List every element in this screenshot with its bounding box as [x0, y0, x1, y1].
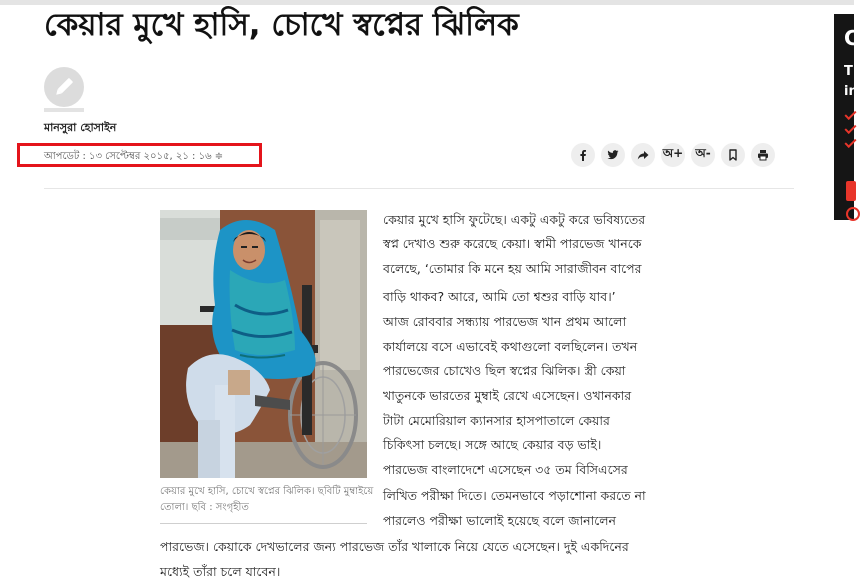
font-decrease-button[interactable]: অ-: [691, 143, 715, 167]
woman-in-wheelchair-photo: [160, 210, 367, 478]
check-icon: [844, 136, 856, 148]
share-toolbar: [571, 143, 775, 167]
bookmark-icon: [727, 149, 739, 161]
sidebar-ad[interactable]: [834, 14, 859, 220]
article-text-line: আজ রোববার সন্ধ্যায় পারভেজ খান প্রথম আলো: [383, 314, 627, 329]
header-divider: [44, 188, 794, 189]
print-icon: [757, 149, 769, 161]
share-icon: [637, 149, 649, 161]
photo-caption: কেয়ার মুখে হাসি, চোখে স্বপ্নের ঝিলিক। ছবিটি মুম্বাইয়ে তোলা। ছবি : সংগৃহীত: [160, 486, 374, 513]
check-icon: [844, 122, 856, 134]
highlight-annotation-box: [17, 143, 262, 167]
facebook-icon: [577, 149, 589, 161]
article-text-line: খাতুনকে ভারতের মুম্বাই রেখে এসেছেন। ওখানকার: [383, 388, 632, 403]
ad-letter: T: [844, 64, 853, 79]
article-text-line: কেয়ার মুখে হাসি ফুটেছে। একটু একটু করে ভবিষ্যতের: [383, 212, 646, 227]
author-avatar-icon: [44, 67, 84, 107]
ad-letter: C: [844, 26, 859, 50]
check-icon: [844, 108, 856, 120]
article-text-line: পারলেও পরীক্ষা ভালোই হয়েছে বলে জানালেন: [383, 513, 617, 528]
twitter-icon: [607, 149, 619, 161]
facebook-share-button[interactable]: [571, 143, 595, 167]
ad-cta-button[interactable]: [846, 181, 856, 201]
print-button[interactable]: [751, 143, 775, 167]
article-text-line: পারভেজের চোখেও ছিল স্বপ্নের ঝিলিক। স্ত্রী কেয়া: [383, 363, 626, 378]
article-text-line: লিখিত পরীক্ষা দিতে। তেমনভাবে পড়াশোনা করতে না: [383, 488, 646, 503]
article-text-line: পারভেজ। কেয়াকে দেখভালের জন্য পারভেজ তাঁর খালাকে নিয়ে যেতে এসেছেন। দুই একদিনের: [160, 539, 629, 554]
article-text-line: স্বপ্ন দেখাও শুরু করেছে কেয়া। স্বামী পারভেজ খানকে: [383, 236, 642, 251]
article-headline: কেয়ার মুখে হাসি, চোখে স্বপ্নের ঝিলিক: [44, 7, 519, 43]
ad-letter: in: [844, 84, 858, 99]
font-increase-button[interactable]: অ+: [661, 143, 685, 167]
avatar-underline: [44, 108, 84, 112]
share-button[interactable]: [631, 143, 655, 167]
caption-rule: [160, 523, 367, 524]
article-text-line: টাটা মেমোরিয়াল ক্যানসার হাসপাতালে কেয়ার: [383, 413, 610, 428]
bookmark-button[interactable]: [721, 143, 745, 167]
article-text-line: পারভেজ বাংলাদেশে এসেছেন ৩৫ তম বিসিএসের: [383, 462, 628, 477]
ad-ring-icon: [846, 207, 860, 221]
article-text-line: কার্যালয়ে বসে এভাবেই কথাগুলো বলছিলেন। তখন: [383, 339, 638, 354]
article-text-line: মধ্যেই তাঁরা চলে যাবেন।: [160, 564, 281, 579]
twitter-share-button[interactable]: [601, 143, 625, 167]
article-text-line: বলেছে, ‘তোমার কি মনে হয় আমি সারাজীবন বাপের: [383, 261, 642, 276]
update-timestamp: আপডেট : ১৩ সেপ্টেম্বর ২০১৫, ২১ : ১৬ ≑: [44, 151, 224, 162]
article-text-line: বাড়ি থাকব? আরে, আমি তো শ্বশুর বাড়ি যাব।’: [383, 289, 616, 304]
article-photo[interactable]: [160, 210, 367, 478]
article-text-line: চিকিৎসা চলছে। সঙ্গে আছে কেয়ার বড় ভাই।: [383, 437, 602, 452]
author-name[interactable]: মানসুরা হোসাইন: [44, 121, 117, 134]
